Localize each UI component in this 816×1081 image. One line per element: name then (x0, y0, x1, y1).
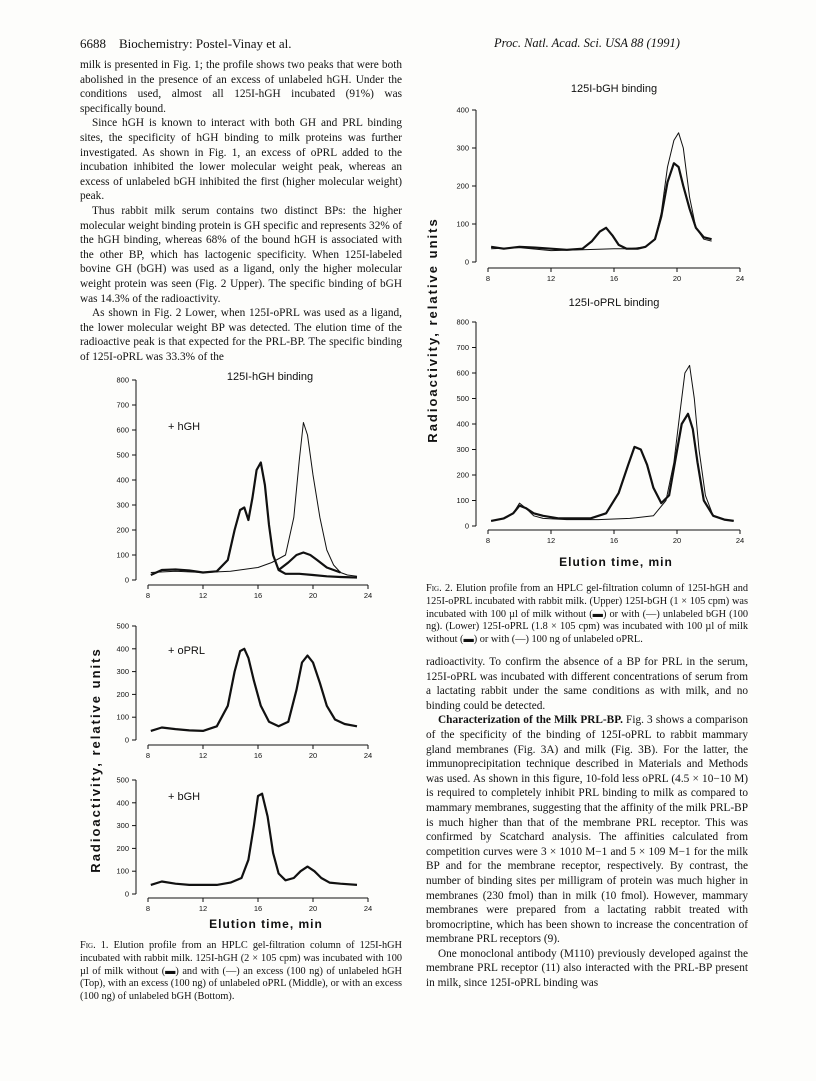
paragraph: As shown in Fig. 2 Lower, when 125I-oPRL was used as a ligand, the lower molecular weight BP was detected. The elution time of the radioactive peak is that expected for the PRL-BP. The specific binding of 125I-oPRL was 33.3% of the (80, 307, 402, 363)
fig2-lower-y-tick-label: 200 (456, 470, 469, 480)
fig1-middle-x-tick-label: 20 (308, 751, 318, 760)
journal-section: Biochemistry: Postel-Vinay et al. (119, 36, 292, 51)
fig1-middle-x-tick-label: 12 (198, 751, 208, 760)
fig2-lower-y-tick-label: 500 (456, 394, 469, 403)
fig2-lower-series-line (491, 365, 734, 521)
fig1-bottom-x-tick-label: 8 (145, 904, 151, 913)
fig2-upper-series-line (491, 133, 711, 251)
fig1-middle-series-line (151, 649, 357, 731)
fig1-bottom-x-tick-label: 20 (308, 904, 318, 913)
fig1-top-x-tick-label: 16 (253, 591, 263, 600)
fig2-upper-x-tick-label: 20 (672, 274, 682, 283)
fig1-top-y-tick-label: 100 (116, 550, 129, 560)
fig2-upper-y-tick-label: 400 (456, 105, 469, 115)
fig2-upper-x-tick-label: 24 (735, 274, 745, 283)
fig1-bottom-inset-label: + bGH (168, 791, 201, 803)
fig1-bottom-y-tick-label: 400 (116, 798, 129, 808)
fig1-top-y-tick-label: 500 (116, 450, 129, 460)
caption-text: Elution profile from an HPLC gel-filtration column of 125I-hGH and 125I-oPRL incubated with rabbit milk. (Upper) 125I-bGH (1 × 105 cpm) was incubated with 100 µl of milk without (▬) or with (—) unlabeled bGH (100 ng). (Lower) 125I-oPRL (1.8 × 105 cpm) was incubated with 100 µl of milk without (▬) or with (—) 100 ng of unlabeled oPRL. (426, 583, 749, 646)
fig1-top-y-tick-label: 400 (116, 475, 129, 485)
fig2-upper-title: 125I-bGH binding (570, 83, 658, 95)
fig1-middle-x-tick-label: 8 (145, 751, 151, 760)
fig1-middle-y-tick-label: 100 (116, 712, 129, 722)
fig1-top-y-tick-label: 700 (116, 400, 129, 410)
fig1-middle-y-tick-label: 0 (124, 735, 129, 745)
fig1-middle-y-tick-label: 500 (116, 621, 129, 631)
fig1-bottom-y-tick-label: 200 (116, 843, 129, 853)
fig1-middle-y-tick-label: 300 (116, 667, 129, 677)
fig1-middle-x-tick-label: 16 (253, 751, 263, 760)
caption-text: Elution profile from an HPLC gel-filtration column of 125I-hGH incubated with rabbit milk. 125I-hGH (2 × 105 cpm) was incubated with 100 µl of milk without (▬) and with (—) an excess (100 ng) of unlabeled hGH (Top), with an excess (100 ng) of unlabeled oPRL (Middle), or with an excess (100 ng) of unlabeled bGH (Bottom). (80, 940, 402, 1003)
fig1-title: 125I-hGH binding (226, 371, 314, 383)
fig2-upper-y-tick-label: 100 (456, 219, 469, 229)
fig1-top-series-line (279, 553, 341, 573)
fig2-lower-y-tick-label: 400 (456, 419, 469, 429)
fig1-y-axis-label: Radioactivity, relative units (88, 647, 103, 873)
fig2-lower-y-tick-label: 800 (456, 317, 469, 327)
fig1-bottom-y-tick-label: 100 (116, 866, 129, 876)
fig2-y-axis-label: Radioactivity, relative units (425, 217, 440, 443)
fig1-top-y-tick-label: 600 (116, 425, 129, 435)
fig1-middle-x-tick-label: 24 (363, 751, 373, 760)
fig1-top-series-line (151, 463, 357, 578)
fig1-middle-inset-label: + oPRL (168, 645, 205, 657)
fig1-bottom-series-line (151, 794, 357, 885)
fig1-top-y-tick-label: 300 (116, 500, 129, 510)
fig1-top-series-line (151, 423, 357, 577)
fig1-bottom-y-tick-label: 0 (124, 889, 129, 899)
fig2-lower-x-tick-label: 16 (609, 536, 619, 545)
fig1-top-y-tick-label: 200 (116, 525, 129, 535)
fig2-lower-y-tick-label: 0 (464, 521, 469, 531)
fig2-upper-y-tick-label: 0 (464, 257, 469, 267)
paragraph: One monoclonal antibody (M110) previously developed against the membrane PRL receptor (11) also interacted with the PRL-BP present in milk, since 125I-oPRL binding was (426, 947, 748, 990)
fig2-lower-x-tick-label: 8 (485, 536, 491, 545)
fig1-middle-y-tick-label: 400 (116, 644, 129, 654)
fig1-top-x-tick-label: 20 (308, 591, 318, 600)
fig2-lower-y-tick-label: 700 (456, 343, 469, 352)
fig1-bottom-x-tick-label: 24 (363, 904, 373, 913)
fig1-top-x-tick-label: 8 (145, 591, 151, 600)
fig2-lower-y-tick-label: 600 (456, 368, 469, 378)
fig2-x-axis-label: Elution time, min (559, 555, 673, 569)
running-header-right: Proc. Natl. Acad. Sci. USA 88 (1991) (494, 36, 680, 50)
fig1-bottom-x-tick-label: 16 (253, 904, 263, 913)
fig2-upper-x-tick-label: 8 (485, 274, 491, 283)
fig2-upper-x-tick-label: 16 (609, 274, 619, 283)
caption-label: Fig. 2. (426, 583, 453, 594)
fig2-lower-y-tick-label: 300 (456, 445, 469, 454)
fig2-upper-y-tick-label: 200 (456, 181, 469, 191)
fig1-top-y-tick-label: 800 (116, 375, 129, 385)
fig1-top-inset-label: + hGH (168, 421, 201, 433)
fig1-middle-y-tick-label: 200 (116, 689, 129, 699)
fig2-lower-title: 125I-oPRL binding (568, 297, 660, 309)
fig1-bottom-x-tick-label: 12 (198, 904, 208, 913)
fig1-bottom-y-tick-label: 300 (116, 821, 129, 831)
paragraph: Since hGH is known to interact with both GH and PRL binding sites, the specificity of hGH binding to milk proteins was further investigated. As shown in Fig. 1, an excess of oPRL added to the incubation inhibited the lower molecular weight peak, whereas an excess of unlabeled bGH inhibited the first (higher molecular weight) peak. (80, 117, 402, 203)
fig1-x-axis-label: Elution time, min (209, 917, 323, 931)
fig2-upper-series-line (491, 163, 711, 250)
paragraph-body: Fig. 3 shows a comparison of the specificity of the binding of 125I-oPRL to rabbit mammary gland membranes (Fig. 3A) and milk (Fig. 3B). For the latter, the immunoprecipitation technique described in Materials and Methods was used. As shown in this figure, 10-fold less oPRL (4.5 × 10−10 M) is required to completely inhibit PRL binding to milk as compared to mammary membranes, suggesting that the affinity of the milk PRL-BP is much higher than that of the membrane PRL receptor. This was confirmed by Scatchard analysis. The affinities calculated from competition curves were 3 × 1010 M−1 and 5 × 109 M−1 for the milk BP and for the membrane receptor, respectively. By contrast, the number of binding sites per milligram of protein was much higher in membranes (230 fmol) than in milk (10 fmol). However, mammary membranes were prepared from a lactating rabbit treated with bromocriptine, which has been shown to increase the concentration of membrane PRL receptors (9). (426, 714, 749, 946)
fig1-top-x-tick-label: 12 (198, 591, 208, 600)
fig2-lower-y-tick-label: 100 (456, 496, 469, 505)
fig2-upper-y-tick-label: 300 (456, 143, 469, 153)
paragraph: radioactivity. To confirm the absence of a BP for PRL in the serum, 125I-oPRL was incubated with different concentrations of serum from a lactating rabbit under the same conditions as with milk, and no binding could be detected. (426, 656, 748, 712)
fig1-top-x-tick-label: 24 (363, 591, 373, 600)
caption-label: Fig. 1. (80, 940, 109, 951)
paragraph: milk is presented in Fig. 1; the profile shows two peaks that were both abolished in the presence of an excess of unlabeled hGH. Under the conditions used, almost all 125I-hGH incubated (91%) was specifically bound. (80, 59, 402, 115)
section-heading: Characterization of the Milk PRL-BP. (438, 714, 623, 727)
fig2-lower-x-tick-label: 12 (546, 536, 556, 545)
fig1-bottom-y-tick-label: 500 (116, 775, 129, 785)
page-number: 6688 (80, 36, 106, 51)
paragraph: Thus rabbit milk serum contains two distinct BPs: the higher molecular weight binding protein is GH specific and represents 32% of the hGH binding, whereas 68% of the bound hGH is associated with the other BP, which has lactogenic specificity. When 125I-labeled bovine GH (bGH) was used as a ligand, only the higher molecular weight protein was seen (Fig. 2 Upper). The specific binding of bGH was 14.3% of the radioactivity. (80, 204, 402, 305)
fig1-top-y-tick-label: 0 (124, 575, 129, 585)
fig2-lower-x-tick-label: 24 (735, 536, 745, 545)
fig2-lower-x-tick-label: 20 (672, 536, 682, 545)
fig2-upper-x-tick-label: 12 (546, 274, 556, 283)
